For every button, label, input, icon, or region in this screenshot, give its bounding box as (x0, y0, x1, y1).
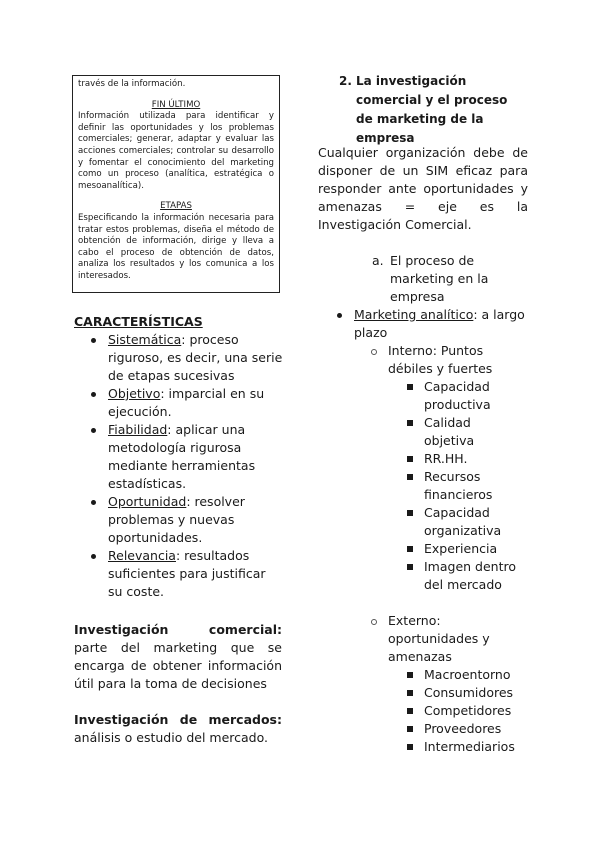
term: Sistemática (108, 332, 182, 347)
fin-ultimo-title: FIN ÚLTIMO (151, 99, 201, 110)
fin-ultimo-text: Información utilizada para identificar y definir las oportunidades y los problemas comerciales; generar, adaptar y evaluar las acciones comerciales; controlar su desarrollo y fomentar el conocimiento del marketing como un proceso (analítica, estratégica o mesoanalítica). (78, 111, 274, 191)
list-item: Intermediarios (424, 738, 524, 756)
etapas-text: Especificando la información necesaria para tratar estos problemas, diseña el método de obtención de información, dirige y lleva a cabo el proceso de obtención de datos, analiza los resultados y los comunica a los interesados. (78, 212, 274, 281)
list-item: Imagen dentro del mercado (424, 558, 524, 594)
caracteristica-item (108, 331, 283, 385)
section-paragraph: Cualquier organización debe de disponer de un SIM eficaz para responder ante oportunidades y amenazas = eje es la Investigación Comercial. (318, 145, 528, 232)
caracteristicas-title: CARACTERÍSTICAS (74, 314, 203, 329)
list-item: Capacidad organizativa (424, 504, 524, 540)
marketing-list (354, 306, 529, 756)
term: Investigación comercial: (74, 622, 282, 637)
definition: : resultados suficientes para justificar su coste. (108, 548, 266, 599)
list-item (354, 306, 529, 756)
term: Fiabilidad (108, 422, 168, 437)
caracteristica-item (108, 421, 283, 493)
definition: : imparcial en su ejecución. (108, 386, 265, 419)
term: Investigación de mercados: (74, 712, 282, 727)
definition-investigacion-mercados (74, 711, 282, 747)
section-number: 2. (339, 74, 352, 88)
etapas-title: ETAPAS (160, 201, 192, 212)
list-item: Competidores (424, 702, 524, 720)
list-item: Experiencia (424, 540, 524, 558)
section-heading: La investigación comercial y el proceso de marketing de la empresa (356, 74, 508, 145)
term: Marketing analítico (354, 307, 474, 322)
definition: parte del marketing que se encarga de obtener información útil para la toma de decisiones (74, 640, 282, 691)
definition: : a largo plazo (354, 307, 525, 340)
caracteristica-item (108, 493, 283, 547)
term: Oportunidad (108, 494, 187, 509)
caracteristicas-list (108, 331, 283, 601)
summary-box (72, 75, 280, 293)
definition: : proceso riguroso, es decir, una serie de etapas sucesivas (108, 332, 283, 383)
list-item: Capacidad productiva (424, 378, 524, 414)
list-item: Recursos financieros (424, 468, 524, 504)
definition: análisis o estudio del mercado. (74, 730, 269, 745)
definition: : resolver problemas y nuevas oportunidades. (108, 494, 245, 545)
term: Relevancia (108, 548, 176, 563)
definition: : aplicar una metodología rigurosa mediante herramientas estadísticas. (108, 422, 256, 491)
subsection-title: El proceso de marketing en la empresa (390, 253, 489, 304)
label: Externo: oportunidades y amenazas (388, 613, 490, 664)
box-intro: través de la información. (78, 79, 186, 89)
list-item-externo (388, 612, 518, 756)
list-item: Calidad objetiva (424, 414, 524, 450)
list-item: Proveedores (424, 720, 524, 738)
list-item: RR.HH. (424, 450, 524, 468)
subsection-letter: a. (372, 253, 384, 268)
definition-investigacion-comercial (74, 621, 282, 693)
caracteristica-item (108, 547, 283, 601)
list-item: Macroentorno (424, 666, 524, 684)
caracteristica-item (108, 385, 283, 421)
term: Objetivo (108, 386, 161, 401)
list-item: Consumidores (424, 684, 524, 702)
list-item-interno (388, 342, 518, 594)
label: Interno: Puntos débiles y fuertes (388, 343, 493, 376)
